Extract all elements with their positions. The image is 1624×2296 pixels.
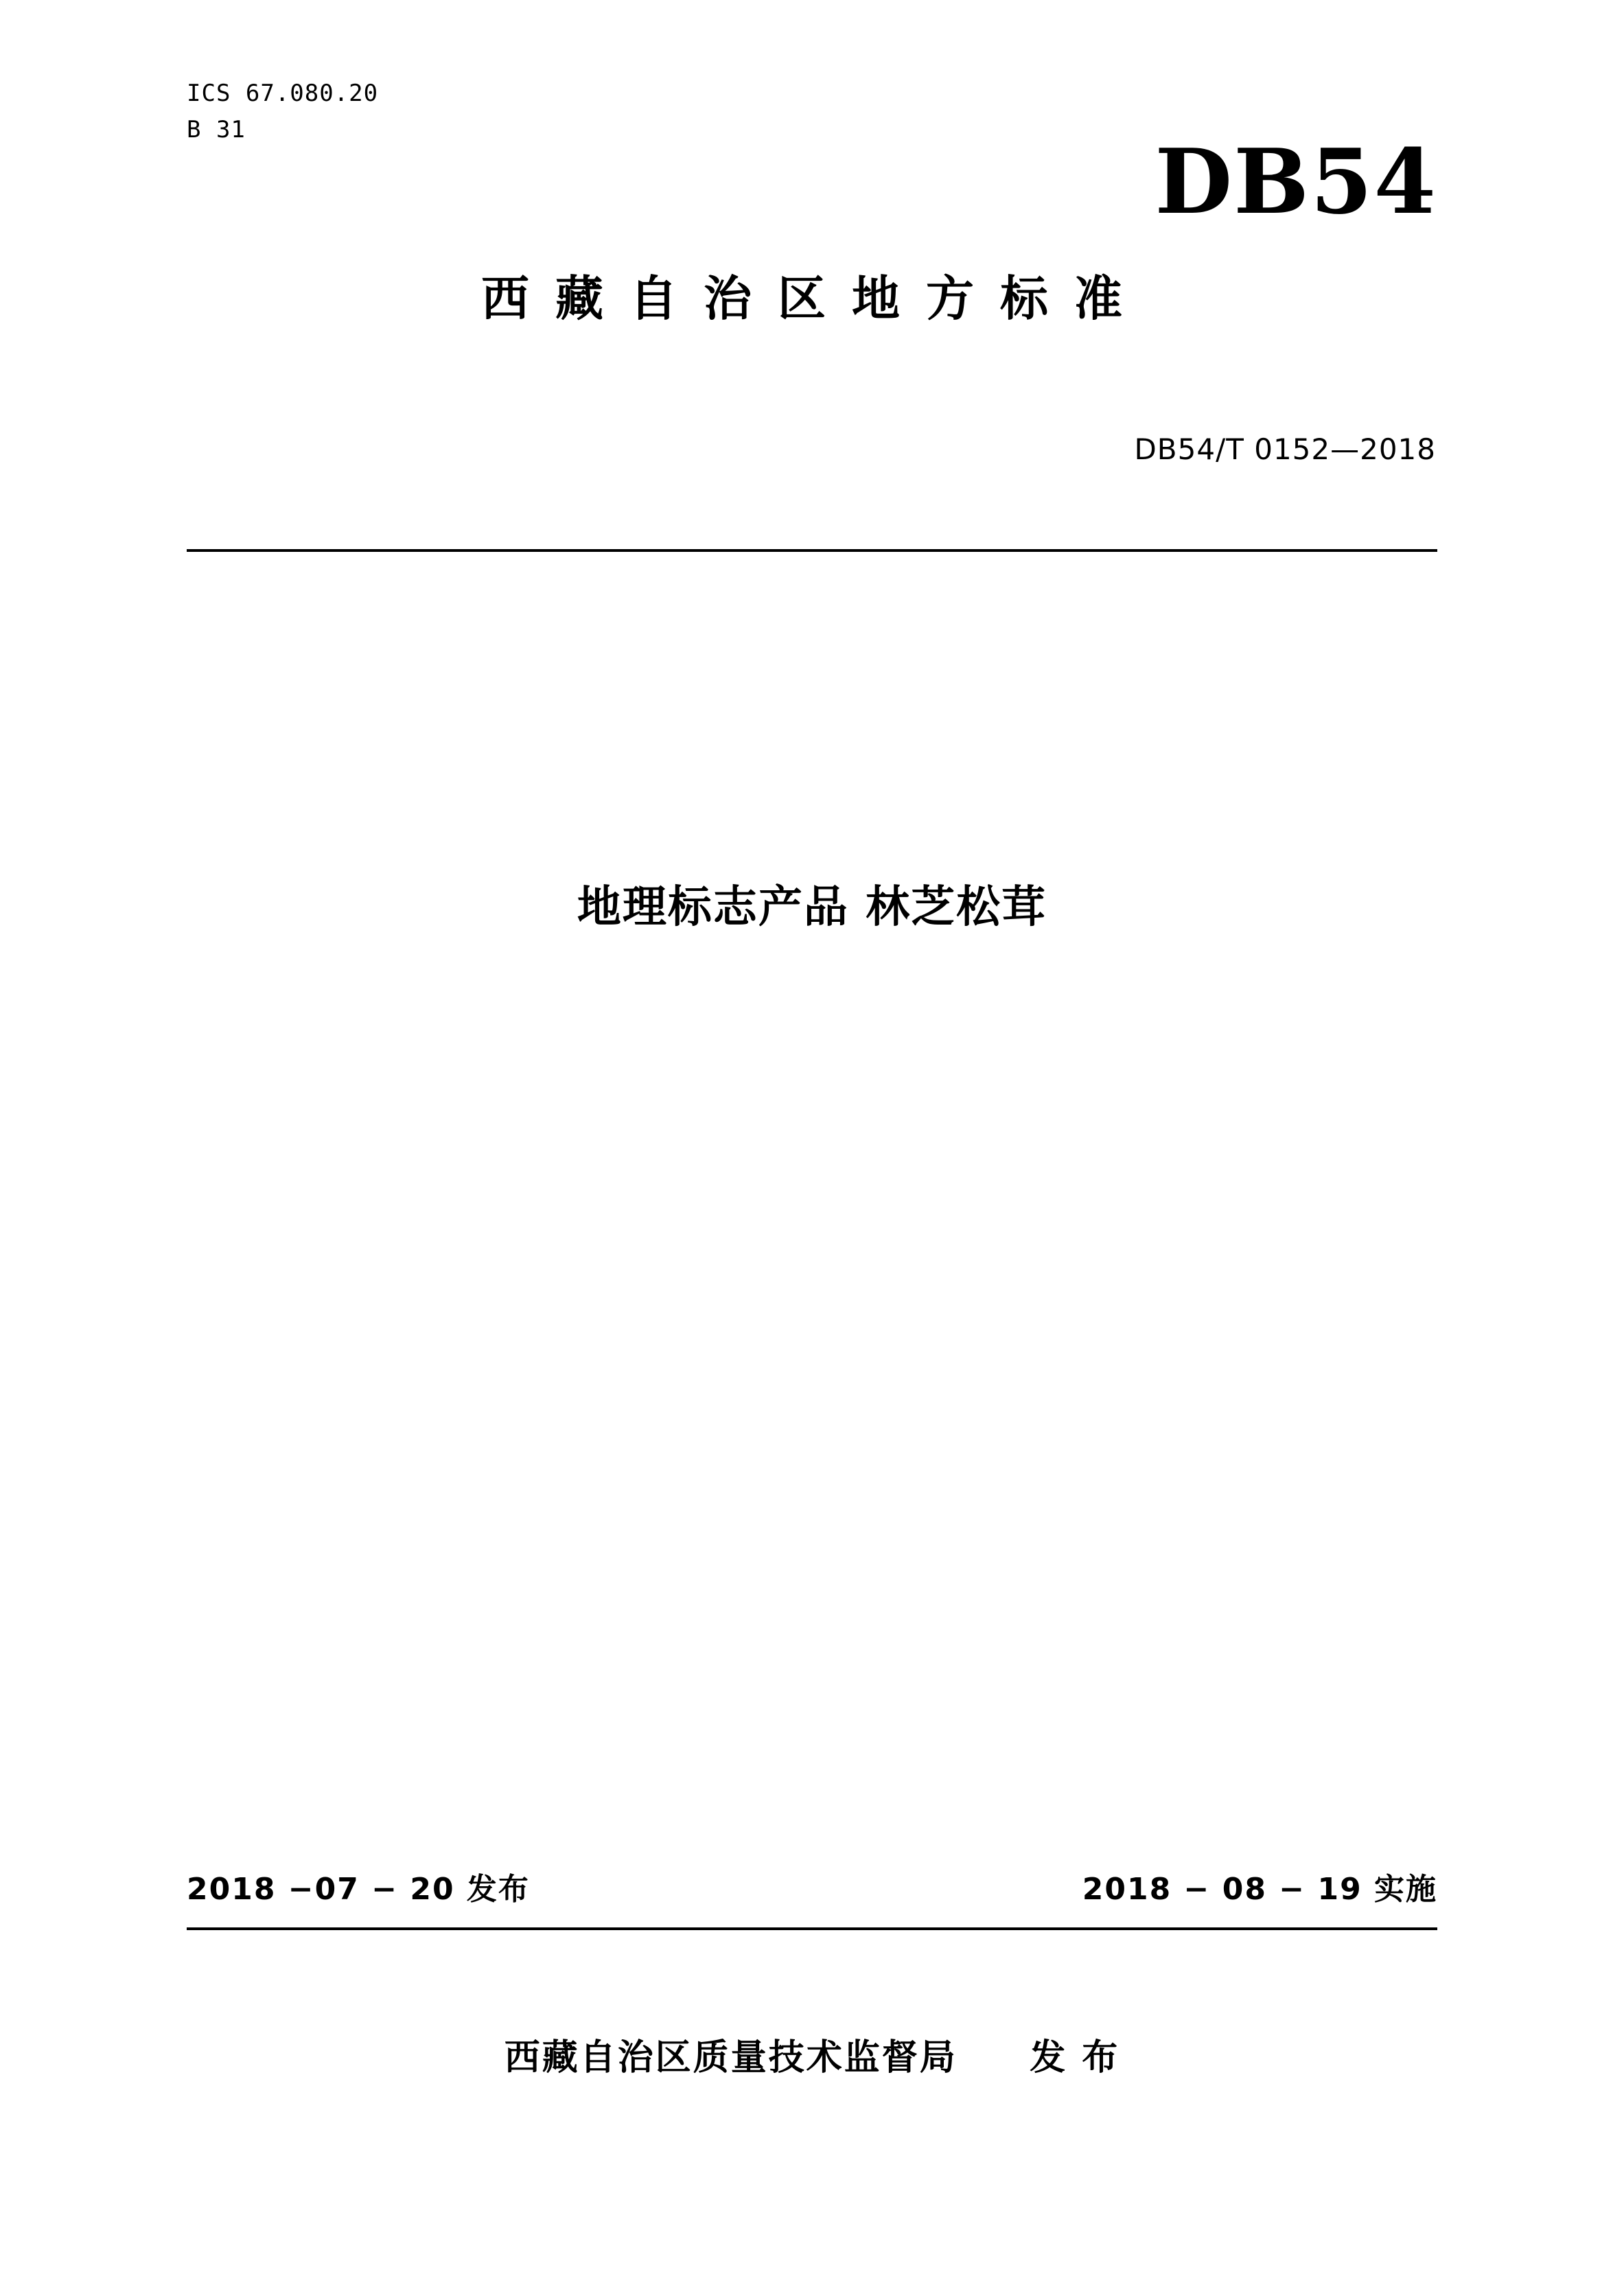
ics-block [187,76,378,148]
issue-date: 2018 −07 − 20 发布 [187,1872,530,1907]
db54-mark: DB54 [1155,129,1437,234]
divider-top [187,549,1437,552]
cover-content-area [187,0,1437,2296]
standard-number: DB54/T 0152—2018 [1134,432,1436,466]
classification-code: B 31 [187,115,246,143]
standard-series-title: 西藏自治区地方标准 [481,270,1148,327]
effective-date: 2018 − 08 − 19 实施 [1082,1872,1437,1907]
date-row [187,1864,1437,1912]
document-title: 地理标志产品 林芝松茸 [577,882,1047,933]
ics-code: ICS 67.080.20 [187,80,379,107]
divider-bottom [187,1927,1437,1930]
publisher-line: 西藏自治区质量技术监督局 发 布 [504,2037,1120,2078]
